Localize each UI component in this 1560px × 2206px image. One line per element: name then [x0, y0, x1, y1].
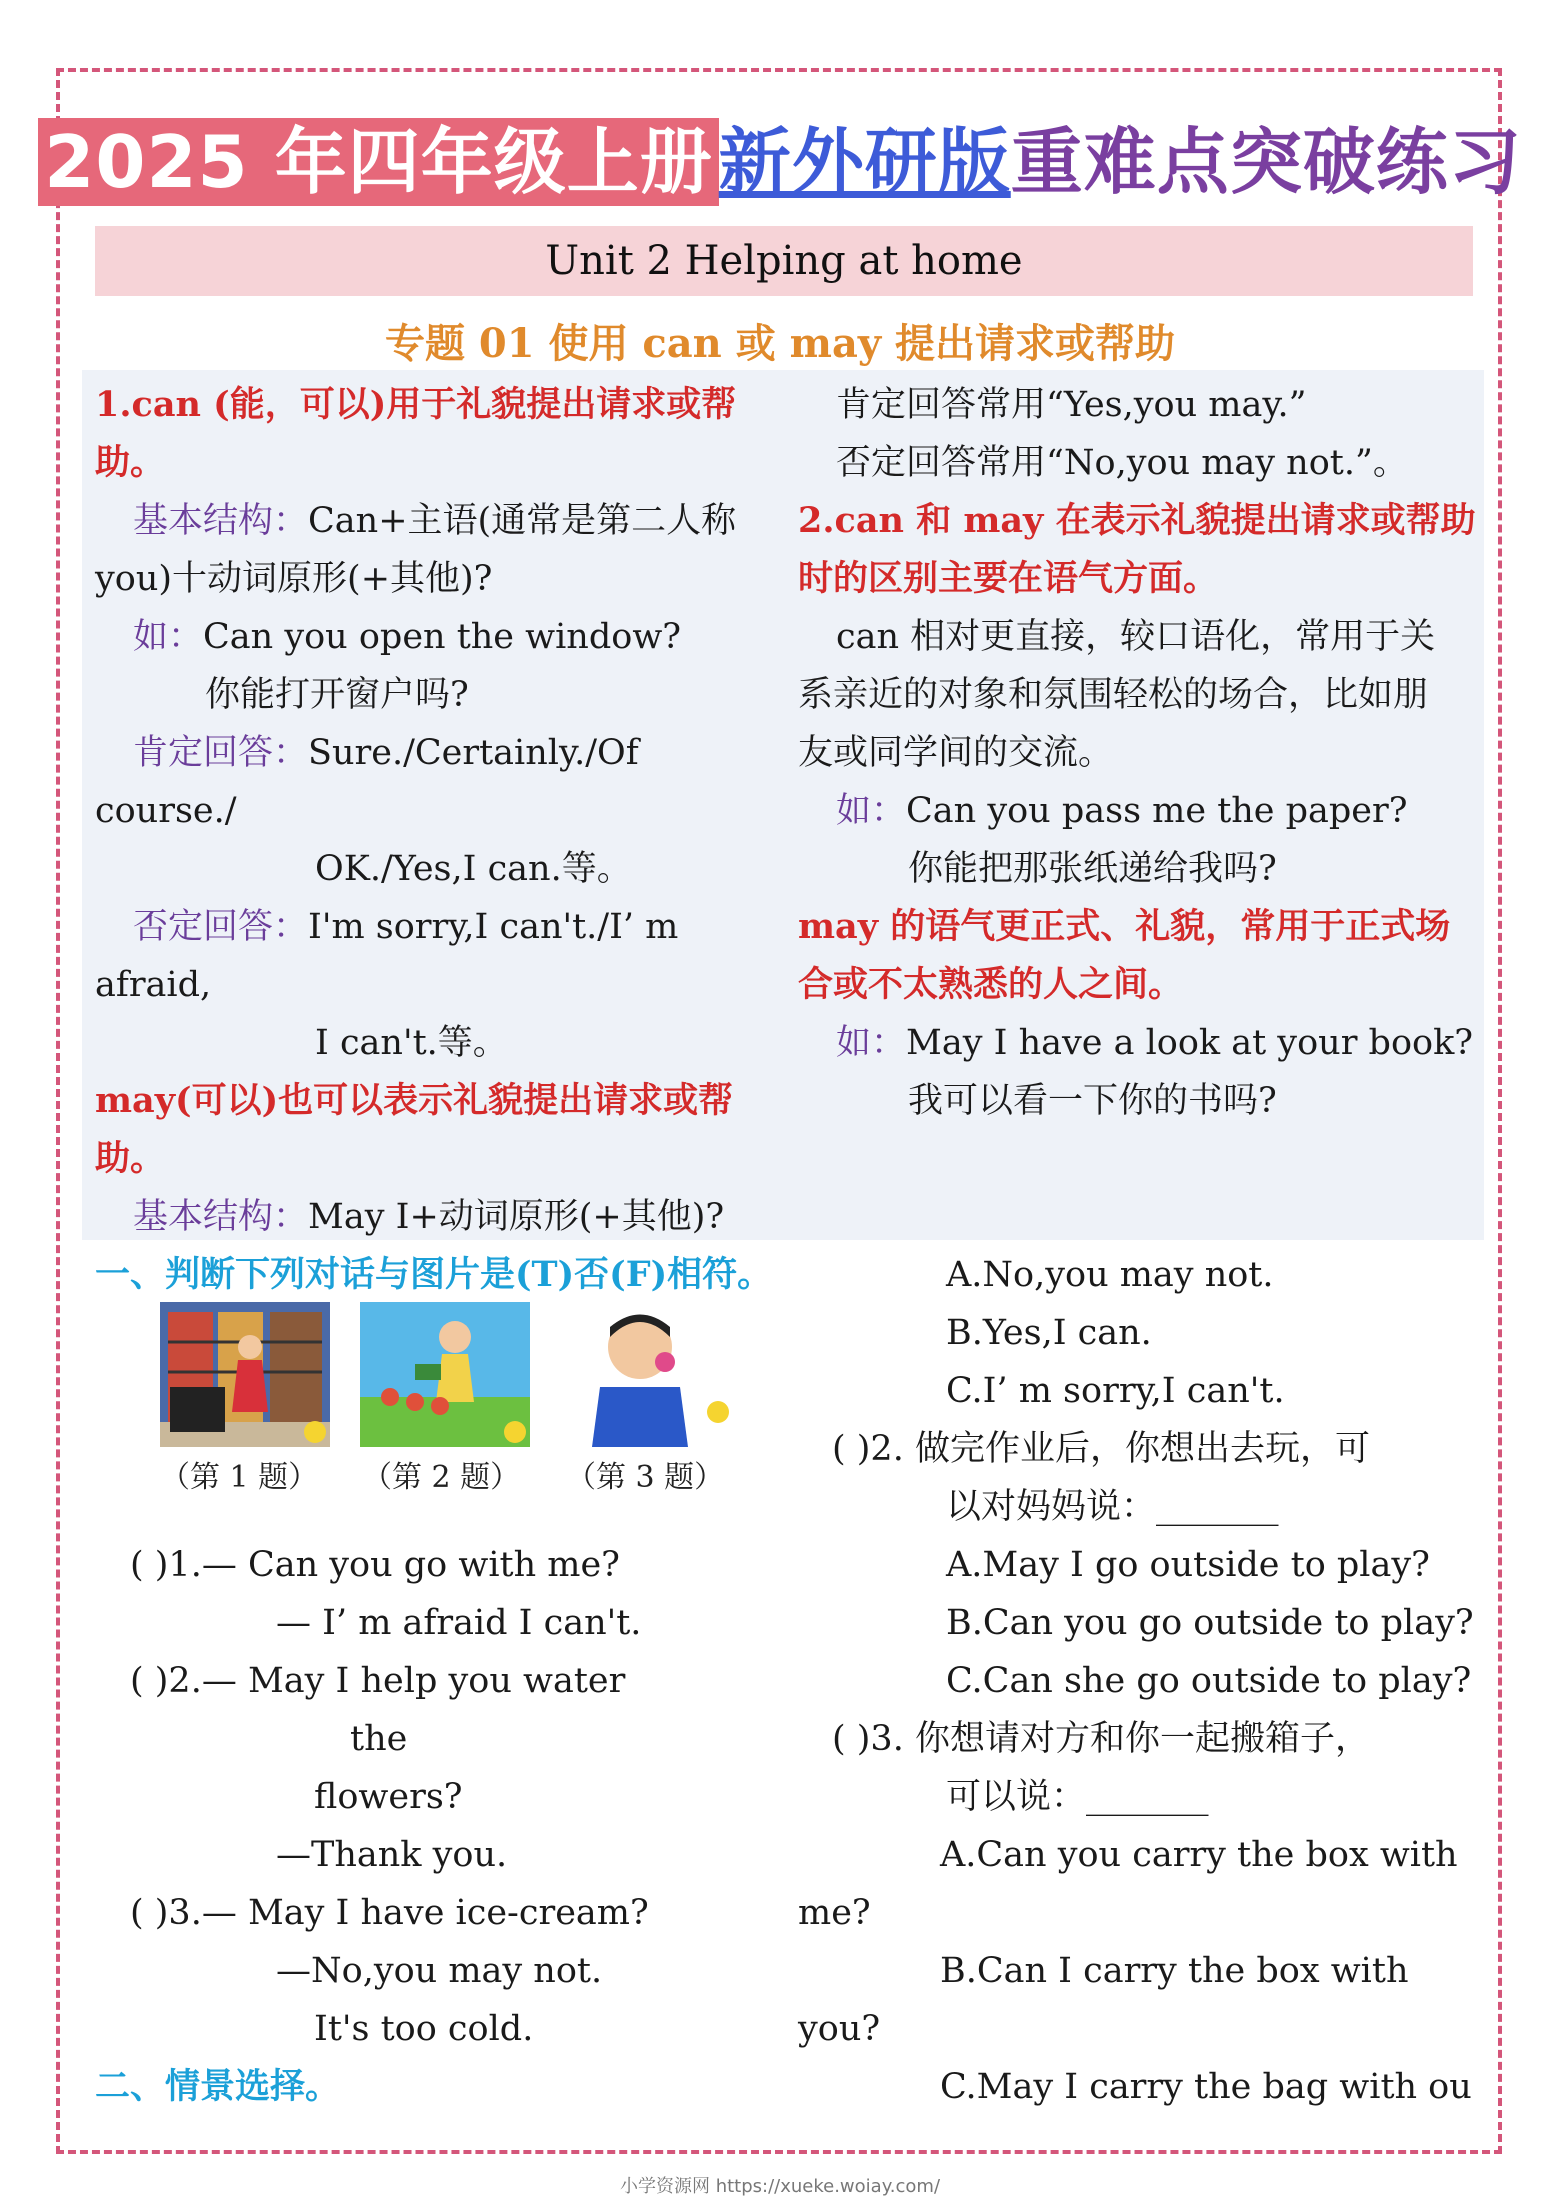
negative-text-cont2: I can't.等。	[315, 1023, 508, 1063]
structure2-text: May I+动词原形(+其他)?	[308, 1197, 725, 1237]
q2-option-a: A.May I go outside to play?	[946, 1545, 1430, 1585]
positive-answer-may: 肯定回答常用“Yes,you may.”	[836, 385, 1307, 425]
can-explanation-cont: 系亲近的对象和氛围轻松的场合，比如朋	[798, 675, 1429, 715]
q1-option-c: C.I’ m sorry,I can't.	[946, 1371, 1285, 1411]
section1-heading-wrap	[95, 1246, 772, 1304]
q3-option-b: B.Can I carry the box with	[940, 1951, 1409, 1991]
q2-line2: the	[350, 1719, 408, 1759]
q3-option-c: C.May I carry the bag with ou	[940, 2067, 1472, 2107]
can-explanation-cont2: 友或同学间的交流。	[798, 733, 1114, 773]
q3-line3: It's too cold.	[314, 2009, 534, 2049]
q1-line2: — I’ m afraid I can't.	[276, 1603, 642, 1643]
note-heading-may-cont: 助。	[95, 1138, 166, 1179]
section2-heading-wrap	[95, 2058, 340, 2116]
picture-watering-flowers	[360, 1302, 530, 1447]
q1-option-a: A.No,you may not.	[946, 1255, 1274, 1295]
example-en: Can you open the window?	[203, 617, 682, 657]
section1-questions	[130, 1536, 770, 2058]
right-notes	[798, 376, 1478, 1130]
positive-text: Sure./Certainly./Of	[308, 733, 639, 773]
section2-heading: 二、情景选择。	[95, 2066, 341, 2107]
example2-cn: 我可以看一下你的书吗?	[908, 1081, 1277, 1121]
structure-label: 基本结构：	[133, 501, 309, 541]
s2-q3-line1: ( )3. 你想请对方和你一起搬箱子，	[832, 1719, 1370, 1759]
q3-option-a: A.Can you carry the box with	[940, 1835, 1458, 1875]
section2-questions	[798, 1246, 1488, 2116]
s2-q2-line2: 以对妈妈说：_______	[946, 1487, 1279, 1527]
may-explanation-cont: 合或不太熟悉的人之间。	[798, 964, 1184, 1005]
negative-text: I'm sorry,I can't./I’ m	[308, 907, 679, 947]
title-part2: 新外研版	[718, 120, 1011, 204]
footer-source: 小学资源网 https://xueke.woiay.com/	[619, 2176, 941, 2197]
page-title	[0, 104, 1560, 208]
example1-cn: 你能把那张纸递给我吗?	[908, 849, 1277, 889]
q3-line1: ( )3.— May I have ice-cream?	[130, 1893, 649, 1933]
caption-q3: （第 3 题）	[566, 1460, 725, 1495]
picture-boy-icecream	[570, 1302, 740, 1447]
picture-shopping-girl	[160, 1302, 330, 1447]
can-explanation: can 相对更直接，较口语化，常用于关	[836, 617, 1436, 657]
left-notes	[95, 376, 755, 1246]
note-heading-may: may(可以)也可以表示礼貌提出请求或帮	[95, 1080, 734, 1121]
structure-text-cont: you)十动词原形(+其他)?	[95, 559, 493, 599]
q3-line2: —No,you may not.	[276, 1951, 603, 1991]
example2-label: 如：	[836, 1023, 907, 1063]
example-cn: 你能打开窗户吗?	[205, 675, 469, 715]
negative-answer-may: 否定回答常用“No,you may not.”。	[836, 443, 1408, 483]
q2-option-c: C.Can she go outside to play?	[946, 1661, 1472, 1701]
unit-title: Unit 2 Helping at home	[95, 226, 1473, 296]
example2-en: May I have a look at your book?	[906, 1023, 1474, 1063]
example1-label: 如：	[836, 791, 907, 831]
title-part3: 重难点突破练习	[1010, 120, 1522, 204]
note-heading-can-cont: 助。	[95, 442, 166, 483]
caption-q2: （第 2 题）	[362, 1460, 521, 1495]
example1-en: Can you pass me the paper?	[906, 791, 1408, 831]
structure2-label: 基本结构：	[133, 1197, 309, 1237]
note-heading-difference: 2.can 和 may 在表示礼貌提出请求或帮助	[798, 500, 1476, 541]
section1-heading: 一、判断下列对话与图片是(T)否(F)相符。	[95, 1254, 773, 1295]
negative-text-cont: afraid,	[95, 965, 212, 1005]
topic-title: 专题 01 使用 can 或 may 提出请求或帮助	[384, 320, 1176, 367]
s2-q3-line2: 可以说：_______	[946, 1777, 1209, 1817]
q1-line1: ( )1.— Can you go with me?	[130, 1545, 620, 1585]
note-heading-difference-cont: 时的区别主要在语气方面。	[798, 558, 1219, 599]
positive-text-cont2: OK./Yes,I can.等。	[315, 849, 632, 889]
may-explanation: may 的语气更正式、礼貌，常用于正式场	[798, 906, 1451, 947]
example-label: 如：	[133, 617, 204, 657]
title-part1: 2025 年四年级上册	[38, 118, 718, 206]
caption-q1: （第 1 题）	[160, 1460, 319, 1495]
positive-label: 肯定回答：	[133, 733, 309, 773]
q2-option-b: B.Can you go outside to play?	[946, 1603, 1474, 1643]
q2-line1: ( )2.— May I help you water	[130, 1661, 626, 1701]
structure-text: Can+主语(通常是第二人称	[308, 501, 737, 541]
q2-line4: —Thank you.	[276, 1835, 508, 1875]
q3-option-b-cont: you?	[798, 2009, 881, 2049]
negative-label: 否定回答：	[133, 907, 309, 947]
q3-option-a-cont: me?	[798, 1893, 871, 1933]
q2-line3: flowers?	[314, 1777, 463, 1817]
positive-text-cont: course./	[95, 791, 237, 831]
s2-q2-line1: ( )2. 做完作业后，你想出去玩，可	[832, 1429, 1370, 1469]
q1-option-b: B.Yes,I can.	[946, 1313, 1152, 1353]
note-heading-can: 1.can (能，可以)用于礼貌提出请求或帮	[95, 384, 737, 425]
